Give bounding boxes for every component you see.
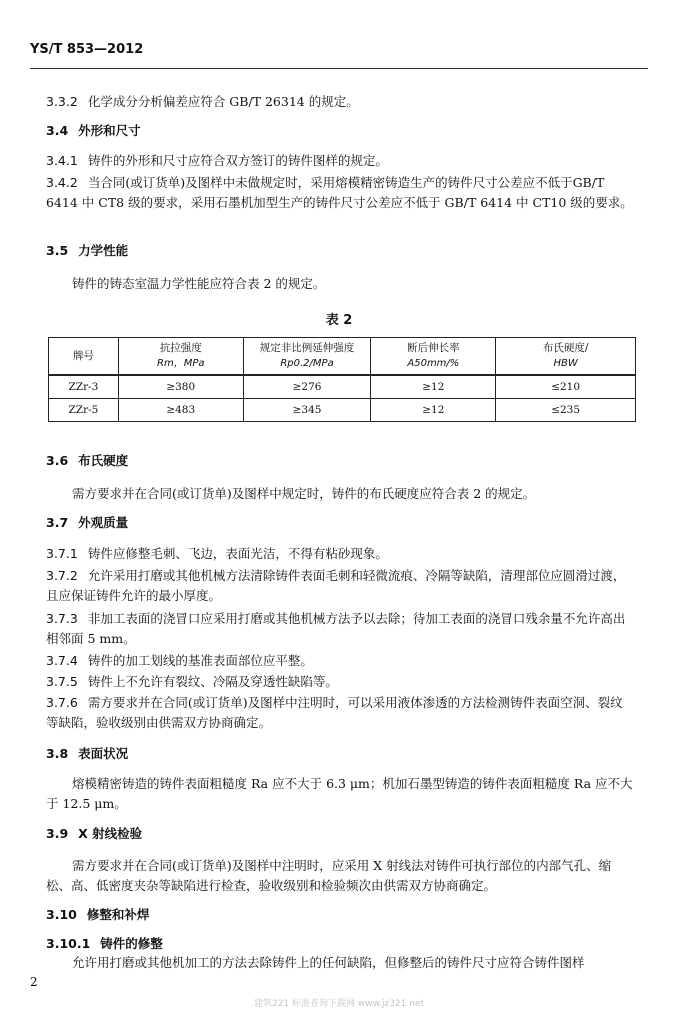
clause-text: 铸件的外形和尺寸应符合双方签订的铸件图样的规定。	[87, 153, 388, 168]
clause-3-4-2	[46, 173, 634, 213]
clause-number: 3.7.6	[46, 695, 78, 710]
clause-text: 需方要求并在合同(或订货单)及图样中注明时，可以采用液体渗透的方法检测铸件表面空洞、裂纹等缺陷，验收级别由供需双方协商确定。	[46, 695, 623, 730]
clause-text: 化学成分分析偏差应符合 GB/T 26314 的规定。	[87, 94, 359, 109]
clause-title: 铸件的修整	[100, 936, 163, 951]
clause-text: 非加工表面的浇冒口应采用打磨或其他机械方法予以去除；待加工表面的浇冒口残余量不允许高出相邻面 5 mm。	[46, 611, 626, 646]
clause-3-10-1-heading	[46, 934, 634, 954]
clause-3-7-4	[46, 651, 634, 671]
clause-number: 3.7.1	[46, 546, 78, 561]
section-title: 修整和补焊	[86, 907, 150, 922]
clause-text: 铸件上不允许有裂纹、冷隔及穿透性缺陷等。	[87, 674, 338, 689]
section-3-5-text: 铸件的铸态室温力学性能应符合表 2 的规定。	[72, 276, 326, 291]
clause-text: 允许采用打磨或其他机械方法清除铸件表面毛刺和轻微流痕、冷隔等缺陷，清理部位应圆滑过渡，且应保证铸件允许的最小厚度。	[46, 568, 626, 603]
clause-3-7-3	[46, 609, 634, 649]
section-number: 3.7	[46, 515, 69, 530]
cell-tensile: ≥380	[118, 375, 243, 399]
section-3-9-text: 需方要求并在合同(或订货单)及图样中注明时，应采用 X 射线法对铸件可执行部位的内部气孔、缩松、高、低密度夹杂等缺陷进行检查，验收级别和检验频次由供需双方协商确定。	[46, 858, 612, 893]
clause-number: 3.7.2	[46, 568, 78, 583]
clause-text: 铸件应修整毛刺、飞边，表面光洁，不得有粘砂现象。	[87, 546, 388, 561]
cell-hardness: ≤210	[496, 375, 636, 399]
section-3-7-heading	[46, 513, 634, 533]
clause-3-10-1-text: 允许用打磨或其他机加工的方法去除铸件上的任何缺陷，但修整后的铸件尺寸应符合铸件图样	[72, 955, 585, 970]
section-title: X 射线检验	[78, 826, 143, 841]
clause-text: 铸件的加工划线的基准表面部位应平整。	[87, 653, 313, 668]
mechanical-properties-table	[48, 337, 636, 422]
clause-number: 3.4.2	[46, 175, 78, 190]
header-rule	[30, 68, 648, 69]
clause-number: 3.7.3	[46, 611, 78, 626]
standard-code: YS/T 853—2012	[30, 42, 144, 57]
section-3-4-heading	[46, 121, 634, 141]
cell-tensile: ≥483	[118, 399, 243, 422]
section-3-9-heading	[46, 824, 634, 844]
clause-3-3-2	[46, 92, 634, 112]
section-number: 3.4	[46, 123, 69, 138]
header-tensile: 抗拉强度 Rm，MPa	[118, 338, 243, 376]
section-3-6-text: 需方要求并在合同(或订货单)及图样中规定时，铸件的布氏硬度应符合表 2 的规定。	[72, 486, 536, 501]
section-title: 表面状况	[78, 746, 129, 761]
clause-3-4-1	[46, 151, 634, 171]
section-3-6-heading	[46, 451, 634, 471]
table-title: 表 2	[325, 313, 353, 328]
section-title: 力学性能	[78, 243, 129, 258]
clause-number: 3.3.2	[46, 94, 78, 109]
section-3-8-text: 熔模精密铸造的铸件表面粗糙度 Ra 应不大于 6.3 μm；机加石墨型铸造的铸件表面粗糙度 Ra 应不大于 12.5 μm。	[46, 776, 633, 811]
cell-hardness: ≤235	[496, 399, 636, 422]
section-3-5-heading	[46, 241, 634, 261]
cell-yield: ≥345	[243, 399, 371, 422]
table-row	[49, 375, 636, 399]
clause-number: 3.10.1	[46, 936, 91, 951]
header-elongation: 断后伸长率 A50mm/%	[371, 338, 496, 376]
cell-elongation: ≥12	[371, 399, 496, 422]
header-grade: 牌号	[49, 338, 119, 376]
clause-number: 3.7.5	[46, 674, 78, 689]
section-number: 3.8	[46, 746, 69, 761]
section-title: 布氏硬度	[78, 453, 129, 468]
cell-grade: ZZr-5	[49, 399, 119, 422]
section-3-8-heading	[46, 744, 634, 764]
section-number: 3.6	[46, 453, 69, 468]
section-3-10-heading	[46, 905, 634, 925]
watermark: 建筑221 标准查询下载网 www.jz321.net	[253, 999, 425, 1009]
clause-3-7-2	[46, 566, 634, 606]
cell-grade: ZZr-3	[49, 375, 119, 399]
cell-yield: ≥276	[243, 375, 371, 399]
table-header-row	[49, 338, 636, 376]
section-title: 外观质量	[78, 515, 129, 530]
section-number: 3.5	[46, 243, 69, 258]
clause-3-7-6	[46, 693, 634, 733]
clause-number: 3.4.1	[46, 153, 78, 168]
header-yield: 规定非比例延伸强度 Rp0.2/MPa	[243, 338, 371, 376]
table-row	[49, 399, 636, 422]
section-number: 3.9	[46, 826, 69, 841]
clause-text: 当合同(或订货单)及图样中未做规定时，采用熔模精密铸造生产的铸件尺寸公差应不低于GB/T 6414 中 CT8 级的要求，采用石墨机加型生产的铸件尺寸公差应不低于 GB/T 6414 中 CT10 级的要求。	[46, 175, 633, 210]
page-number: 2	[30, 975, 38, 989]
section-title: 外形和尺寸	[78, 123, 141, 138]
clause-3-7-1	[46, 544, 634, 564]
cell-elongation: ≥12	[371, 375, 496, 399]
header-hardness: 布氏硬度/ HBW	[496, 338, 636, 376]
section-number: 3.10	[46, 907, 77, 922]
clause-number: 3.7.4	[46, 653, 78, 668]
clause-3-7-5	[46, 672, 634, 692]
